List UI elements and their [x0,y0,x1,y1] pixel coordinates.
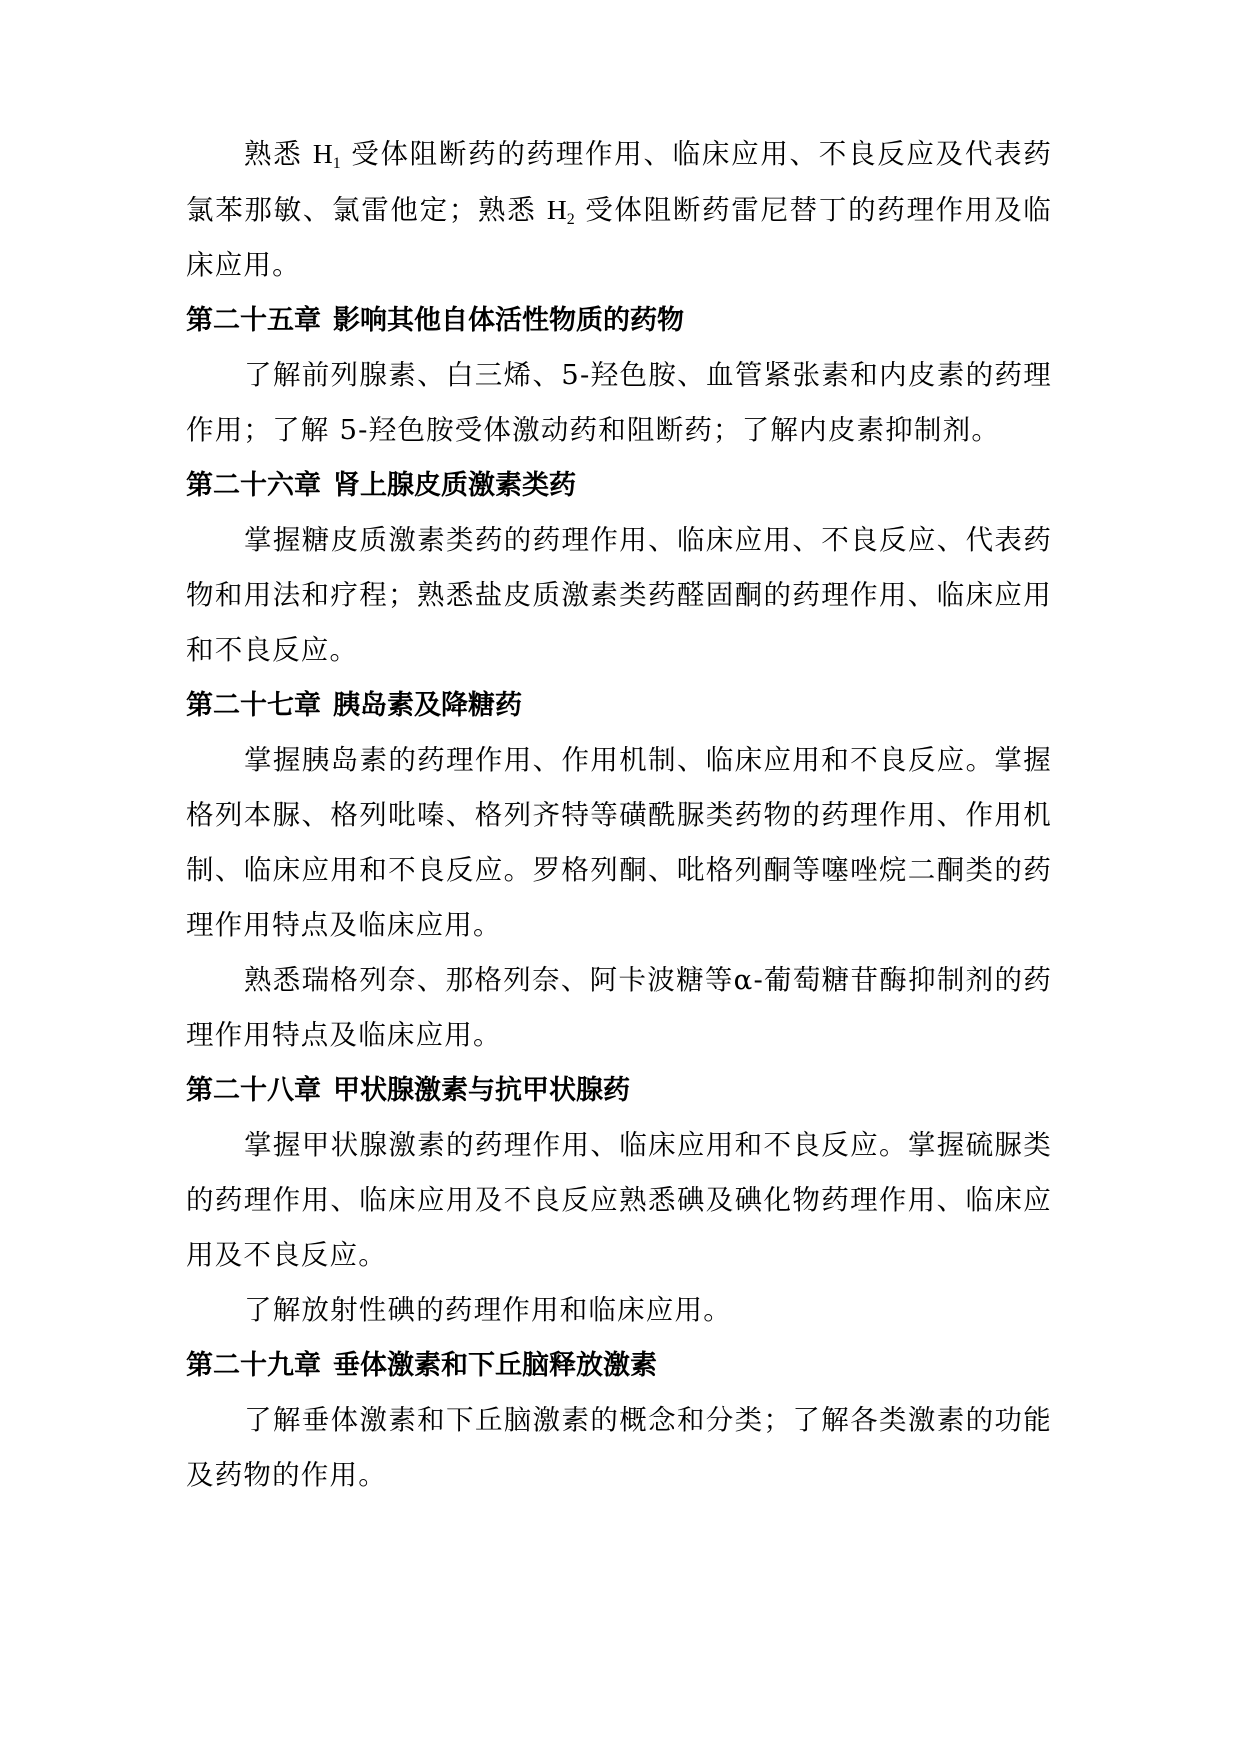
chapter-paragraph: 掌握糖皮质激素类药的药理作用、临床应用、不良反应、代表药物和用法和疗程；熟悉盐皮质激素类药醛固酮的药理作用、临床应用和不良反应。 [186,524,1052,666]
document-page [186,126,1052,1503]
chapter-number: 第二十七章 [186,690,321,721]
chapter-title: 肾上腺皮质激素类药 [333,470,576,501]
h2-subscript: 2 [566,211,575,228]
h1-receptor-label [312,138,341,172]
chapter-number: 第二十八章 [186,1075,321,1106]
intro-text-part1: 熟悉 [244,138,313,170]
chapter-title: 垂体激素和下丘脑释放激素 [333,1350,657,1381]
chapter-paragraph: 掌握胰岛素的药理作用、作用机制、临床应用和不良反应。掌握格列本脲、格列吡嗪、格列齐特等磺酰脲类药物的药理作用、作用机制、临床应用和不良反应。罗格列酮、吡格列酮等噻唑烷二酮类的药理作用特点及临床应用。 [186,744,1052,941]
chapter-28 [186,1063,1052,1338]
chapter-title: 胰岛素及降糖药 [333,690,522,721]
chapter-26 [186,458,1052,678]
h1-base: H [312,138,333,169]
chapter-27 [186,678,1052,1063]
chapter-number: 第二十九章 [186,1350,321,1381]
intro-paragraph [186,126,1052,293]
chapter-number: 第二十五章 [186,305,321,336]
chapter-heading [186,1063,1052,1118]
chapter-title: 影响其他自体活性物质的药物 [333,305,684,336]
h1-subscript: 1 [332,155,341,172]
chapter-heading [186,458,1052,513]
chapter-paragraph: 了解放射性碘的药理作用和临床应用。 [244,1294,732,1326]
chapter-paragraph: 掌握甲状腺激素的药理作用、临床应用和不良反应。掌握硫脲类的药理作用、临床应用及不良反应熟悉碘及碘化物药理作用、临床应用及不良反应。 [186,1129,1052,1271]
chapter-25 [186,293,1052,458]
chapter-heading [186,678,1052,733]
chapter-paragraph: 熟悉瑞格列奈、那格列奈、阿卡波糖等α-葡萄糖苷酶抑制剂的药理作用特点及临床应用。 [186,964,1052,1051]
chapter-title: 甲状腺激素与抗甲状腺药 [333,1075,630,1106]
chapter-number: 第二十六章 [186,470,321,501]
chapter-29 [186,1338,1052,1503]
intro-text-part3: 受体阻断药雷尼替丁的药理作用及临床应用。 [186,194,1052,281]
intro-text-part2: 受体阻断药的药理作用、临床应用、不良反应及代表药氯苯那敏、氯雷他定；熟悉 [186,138,1052,226]
h2-base: H [546,194,567,225]
chapter-heading [186,293,1052,348]
chapter-paragraph: 了解垂体激素和下丘脑激素的概念和分类；了解各类激素的功能及药物的作用。 [186,1404,1052,1491]
h2-receptor-label [546,194,575,228]
chapter-heading [186,1338,1052,1393]
chapter-paragraph: 了解前列腺素、白三烯、5-羟色胺、血管紧张素和内皮素的药理作用；了解 5-羟色胺受体激动药和阻断药；了解内皮素抑制剂。 [186,359,1052,446]
